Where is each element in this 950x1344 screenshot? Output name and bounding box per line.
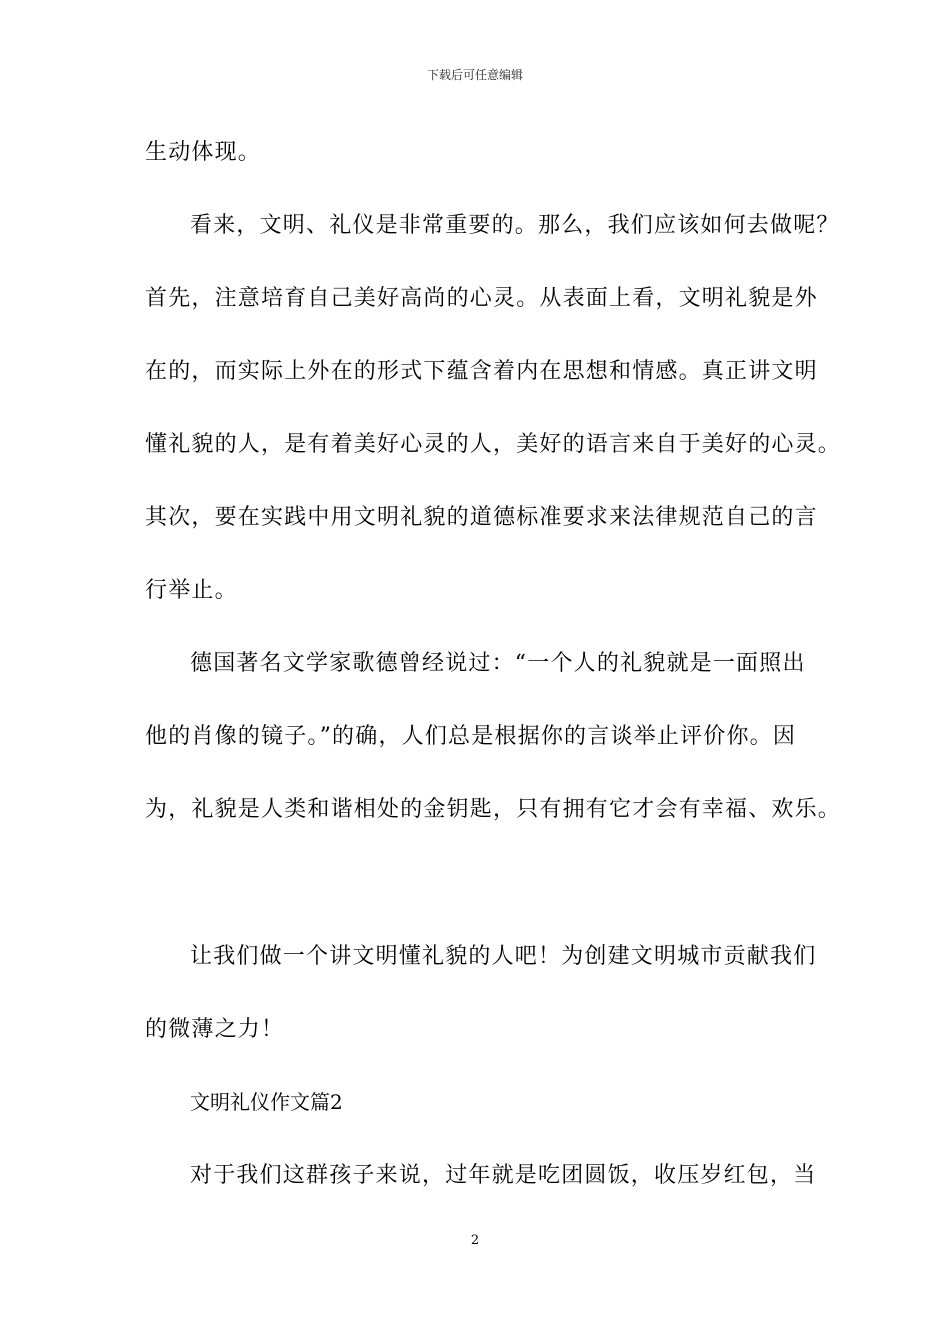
header-note: 下载后可任意编辑 — [426, 68, 523, 82]
text-line: 对于我们这群孩子来说，过年就是吃团圆饭，收压岁红包，当 — [190, 1163, 817, 1188]
text-line: 首先，注意培育自己美好高尚的心灵。从表面上看，文明礼貌是外 — [145, 286, 818, 311]
text-line: 其次，要在实践中用文明礼貌的道德标准要求来法律规范自己的言 — [145, 505, 818, 530]
text-line: 在的，而实际上外在的形式下蕴含着内在思想和情感。真正讲文明 — [145, 359, 818, 384]
text-line: 德国著名文学家歌德曾经说过：“一个人的礼貌就是一面照出 — [190, 651, 806, 676]
page-number: 2 — [470, 1233, 480, 1248]
text-line: 看来，文明、礼仪是非常重要的。那么，我们应该如何去做呢？ — [190, 213, 840, 238]
section-title: 文明礼仪作文篇2 — [190, 1090, 343, 1114]
text-line: 懂礼貌的人，是有着美好心灵的人，美好的语言来自于美好的心灵。 — [145, 432, 842, 457]
text-line: 的微薄之力！ — [145, 1017, 285, 1042]
text-line: 他的肖像的镜子。”的确，人们总是根据你的言谈举止评价你。因 — [145, 724, 797, 749]
text-line: 让我们做一个讲文明懂礼貌的人吧！为创建文明城市贡献我们 — [190, 944, 817, 969]
text-line: 生动体现。 — [145, 140, 262, 165]
text-line: 为，礼貌是人类和谐相处的金钥匙，只有拥有它才会有幸福、欢乐。 — [145, 797, 842, 822]
text-line: 行举止。 — [145, 578, 238, 603]
